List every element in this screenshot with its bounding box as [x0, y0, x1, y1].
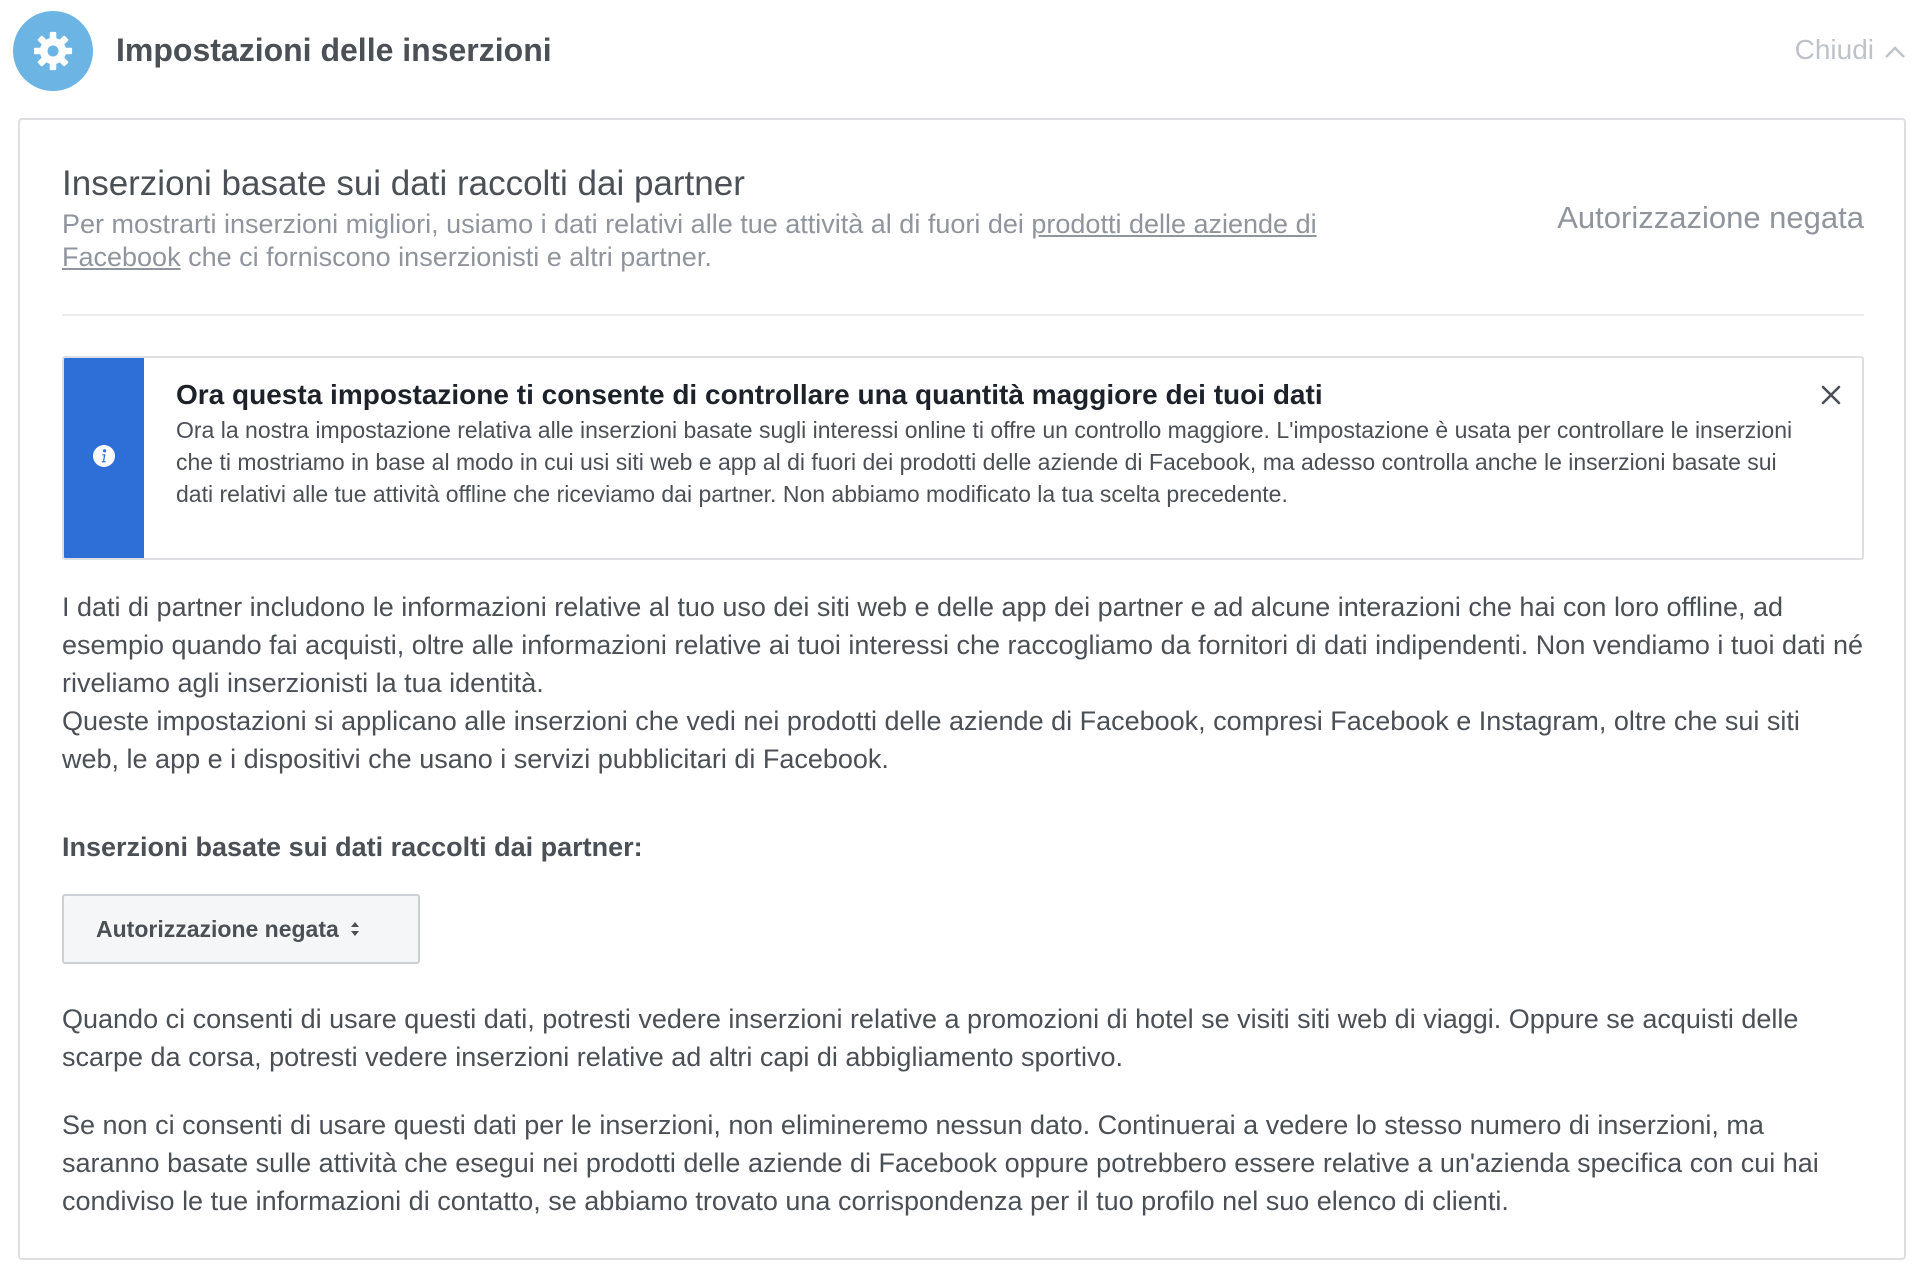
setting-label: Inserzioni basate sui dati raccolti dai partner: — [62, 832, 643, 862]
notice-title: Ora questa impostazione ti consente di controllare una quantità maggiore dei tuoi dati — [176, 379, 1323, 410]
permission-select[interactable] — [62, 894, 420, 964]
updown-arrow-icon — [349, 920, 361, 938]
deny-example-paragraph: Se non ci consenti di usare questi dati per le inserzioni, non elimineremo nessun dato. Continuerai a vedere lo stesso numero di inserzioni, ma saranno basate sulle attività che esegui nei prodotti delle aziende di Facebook oppure potrebbero essere relative a un'azienda specifica con cui hai condiviso le tue informazioni di contatto, se abbiamo trovato una corrispondenza per il tuo profilo nel suo elenco di clienti. — [62, 1110, 1819, 1216]
settings-panel — [18, 118, 1906, 1260]
settings-header — [0, 0, 1926, 118]
divider — [62, 314, 1864, 316]
notice-text: Ora la nostra impostazione relativa alle inserzioni basate sugli interessi online ti offre un controllo maggiore. L'impostazione è usata per controllare le inserzioni che ti mostriamo in base al modo in cui usi siti web e app al di fuori dei prodotti delle aziende di Facebook, ma adesso controlla anche le inserzioni basate sui dati relativi alle tue attività offline che riceviamo dai partner. Non abbiamo modificato la tua scelta precedente. — [176, 417, 1793, 507]
section-title: Inserzioni basate sui dati raccolti dai partner — [62, 164, 745, 203]
close-button[interactable] — [1795, 34, 1906, 66]
chevron-up-icon — [1884, 34, 1906, 66]
description-text-end: che ci forniscono inserzionisti e altri partner. — [180, 242, 712, 272]
page-title: Impostazioni delle inserzioni — [116, 32, 552, 68]
description-text-start: Per mostrarti inserzioni migliori, usiamo i dati relativi alle tue attività al di fuori dei — [62, 209, 1032, 239]
select-value: Autorizzazione negata — [96, 915, 339, 942]
facebook-products-link[interactable]: prodotti delle aziende di Facebook — [62, 209, 1317, 272]
partner-data-paragraph: I dati di partner includono le informazioni relative al tuo uso dei siti web e delle app dei partner e ad alcune interazioni che hai con loro offline, ad esempio quando fai acquisti, oltre alle informazioni relative ai tuoi interessi che raccogliamo da fornitori di dati indipendenti. Non vendiamo i tuoi dati né riveliamo agli inserzionisti la tua identità. — [62, 592, 1864, 698]
close-icon[interactable] — [1816, 380, 1846, 410]
settings-scope-paragraph: Queste impostazioni si applicano alle inserzioni che vedi nei prodotti delle aziende di Facebook, compresi Facebook e Instagram, oltre che sui siti web, le app e i dispositivi che usano i servizi pubblicitari di Facebook. — [62, 706, 1800, 774]
section-description — [62, 208, 1442, 274]
permission-status: Autorizzazione negata — [1557, 200, 1864, 235]
allow-example-paragraph: Quando ci consenti di usare questi dati, potresti vedere inserzioni relative a promozioni di hotel se visiti siti web di viaggi. Oppure se acquisti delle scarpe da corsa, potresti vedere inserzioni relative ad altri capi di abbigliamento sportivo. — [62, 1004, 1799, 1072]
close-label: Chiudi — [1794, 34, 1874, 65]
info-icon — [92, 444, 116, 473]
gear-icon — [13, 11, 93, 91]
info-notice — [62, 356, 1864, 560]
notice-stripe — [64, 358, 144, 558]
